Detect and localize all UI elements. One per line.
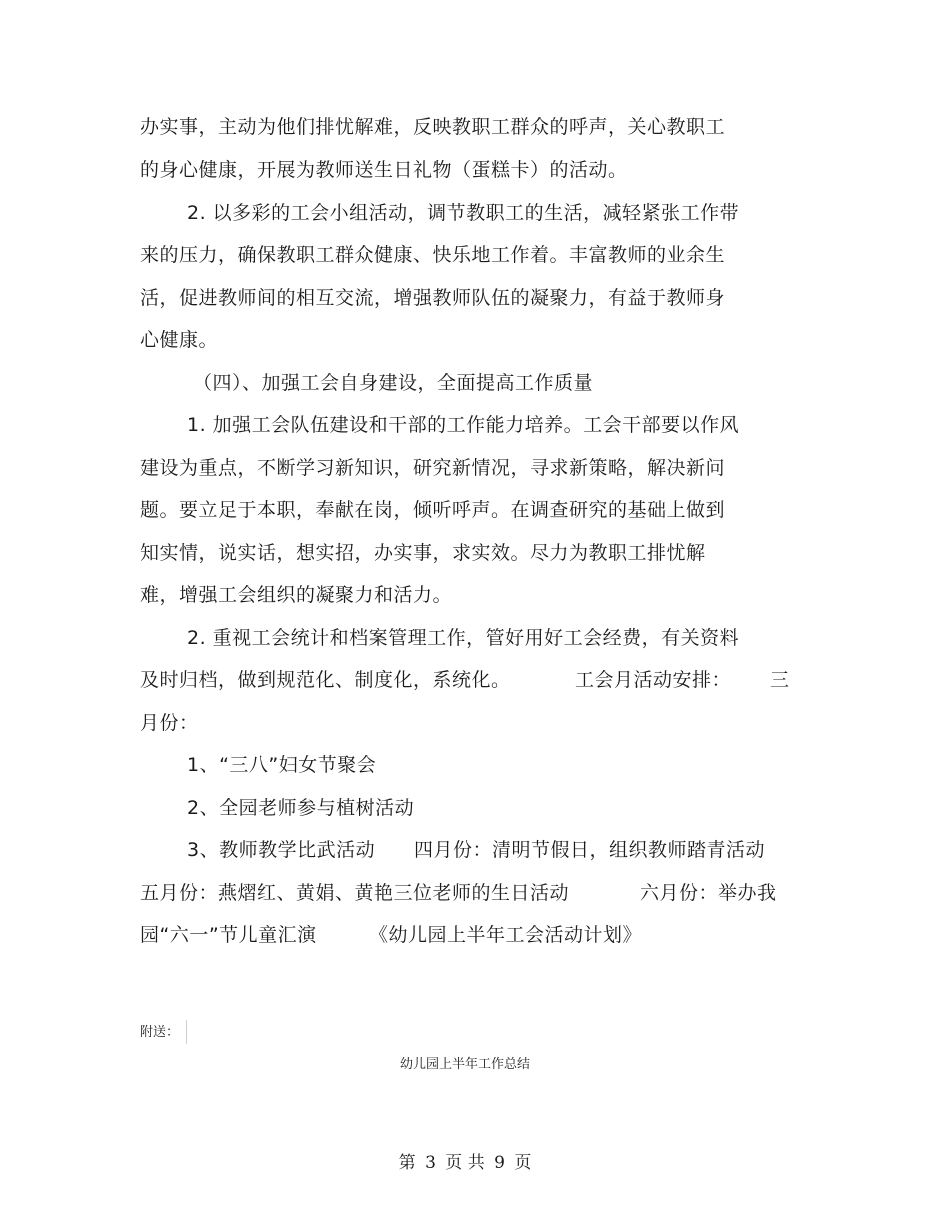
page-mid: 页 共 bbox=[445, 1153, 485, 1173]
divider bbox=[186, 1020, 187, 1044]
plan-title-reference: 《幼儿园上半年工会活动计划》 bbox=[369, 924, 643, 946]
body-line-16: 月份： bbox=[140, 712, 199, 734]
body-line-5: 活，促进教师间的相互交流，增强教师队伍的凝聚力，有益于教师身 bbox=[140, 287, 726, 309]
body-line-12: 难，增强工会组织的凝聚力和活力。 bbox=[140, 584, 453, 606]
may-plan: 五月份：燕熠红、黄娟、黄艳三位老师的生日活动 bbox=[140, 882, 570, 904]
page-prefix: 第 bbox=[398, 1153, 416, 1173]
body-line-2: 的身心健康，开展为教师送生日礼物（蛋糕卡）的活动。 bbox=[140, 159, 628, 181]
body-line-13: 2. 重视工会统计和档案管理工作，管好用好工会经费，有关资料 bbox=[187, 627, 740, 649]
body-line-4: 来的压力，确保教职工群众健康、快乐地工作着。丰富教师的业余生 bbox=[140, 244, 726, 266]
activity-schedule-month-char: 三 bbox=[770, 669, 790, 691]
march-item-3: 3、教师教学比武活动 bbox=[187, 839, 376, 861]
page-total: 9 bbox=[494, 1153, 505, 1173]
body-line-1: 办实事，主动为他们排忧解难，反映教职工群众的呼声，关心教职工 bbox=[140, 116, 726, 138]
march-item-1: 1、“三八”妇女节聚会 bbox=[187, 754, 377, 776]
activity-schedule-label: 工会月活动安排： bbox=[575, 669, 732, 691]
body-line-10: 题。要立足于本职，奉献在岗，倾听呼声。在调查研究的基础上做到 bbox=[140, 499, 726, 521]
page-current: 3 bbox=[425, 1153, 436, 1173]
attach-label: 附送： bbox=[140, 1025, 180, 1040]
june-plan-cont: 园“六一”节儿童汇演 bbox=[140, 924, 317, 946]
body-line-9: 建设为重点，不断学习新知识，研究新情况，寻求新策略，解决新问 bbox=[140, 457, 726, 479]
page-number bbox=[0, 1152, 940, 1174]
page-suffix: 页 bbox=[514, 1153, 532, 1173]
attach-title: 幼儿园上半年工作总结 bbox=[399, 1057, 530, 1072]
april-plan: 四月份：清明节假日，组织教师踏青活动 bbox=[414, 839, 766, 861]
body-line-8: 1. 加强工会队伍建设和干部的工作能力培养。工会干部要以作风 bbox=[187, 414, 740, 436]
section-heading: （四）、加强工会自身建设，全面提高工作质量 bbox=[193, 372, 594, 394]
march-item-2: 2、全园老师参与植树活动 bbox=[187, 797, 415, 819]
june-plan: 六月份：举办我 bbox=[640, 882, 777, 904]
body-line-11: 知实情，说实话，想实招，办实事，求实效。尽力为教职工排忧解 bbox=[140, 542, 706, 564]
body-line-14: 及时归档，做到规范化、制度化，系统化。 bbox=[140, 669, 511, 691]
body-line-6: 心健康。 bbox=[140, 329, 219, 351]
body-line-3: 2. 以多彩的工会小组活动，调节教职工的生活，减轻紧张工作带 bbox=[187, 202, 740, 224]
